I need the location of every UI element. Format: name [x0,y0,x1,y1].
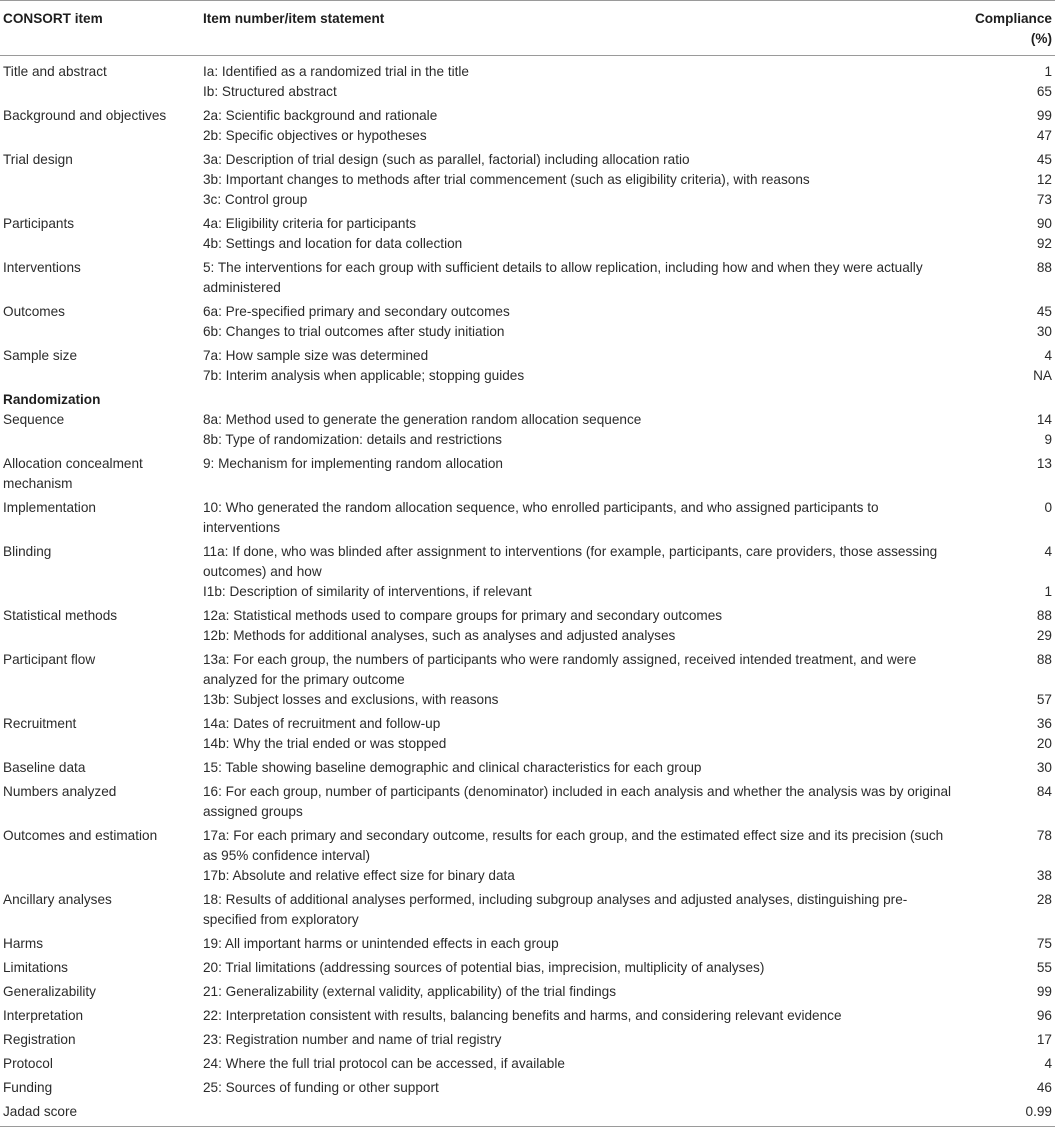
table-row [0,346,1055,390]
compliance-cell [955,650,1055,714]
consort-item-cell: Outcomes and estimation [3,828,158,843]
compliance-value: 65 [1036,84,1052,99]
item-statement: 16: For each group, number of participants (denominator) included in each analysis and whether the analysis was by original assigned groups [203,784,952,819]
item-statement: 8b: Type of randomization: details and restrictions [203,432,502,447]
item-statement: 6b: Changes to trial outcomes after study initiation [203,324,505,339]
consort-item-cell: Numbers analyzed [3,784,117,799]
compliance-value: 84 [1036,784,1052,799]
compliance-value: 92 [1036,236,1052,251]
table-row [0,782,1055,826]
consort-item-cell: Recruitment [3,716,77,731]
table-row [0,1030,1055,1054]
consort-item-cell: Trial design [3,152,73,167]
item-statement-cell [203,606,955,650]
compliance-value: 99 [1036,108,1052,123]
consort-item-cell: Participants [3,216,75,231]
compliance-value: 29 [1036,628,1052,643]
item-statement-cell [203,826,955,890]
compliance-value: 57 [1036,692,1052,707]
consort-item-cell: Statistical methods [3,608,118,623]
item-statement: 3a: Description of trial design (such as parallel, factorial) including allocation ratio [203,152,690,167]
table-row [0,454,1055,498]
compliance-value: 88 [1036,652,1052,667]
item-statement-cell [203,982,955,1006]
table-row [0,1006,1055,1030]
compliance-value: 99 [1036,984,1052,999]
table-row [0,214,1055,258]
compliance-value: 46 [1036,1080,1052,1095]
item-statement: 3b: Important changes to methods after trial commencement (such as eligibility criteria), with reasons [203,172,810,187]
consort-item-cell: Interventions [3,260,81,275]
compliance-cell [955,1078,1055,1102]
item-statement: 15: Table showing baseline demographic and clinical characteristics for each group [203,760,702,775]
consort-item-cell: Registration [3,1032,76,1047]
compliance-cell [955,214,1055,258]
item-statement: 12b: Methods for additional analyses, such as analyses and adjusted analyses [203,628,676,643]
compliance-value: 88 [1036,608,1052,623]
table-row [0,650,1055,714]
table-row [0,958,1055,982]
table-row [0,982,1055,1006]
table-row [0,1054,1055,1078]
consort-item-cell: Harms [3,936,44,951]
compliance-value: 4 [1044,1056,1052,1071]
compliance-cell [955,302,1055,346]
compliance-cell [955,934,1055,958]
table-row [0,606,1055,650]
item-statement: 4b: Settings and location for data collection [203,236,463,251]
compliance-value: 4 [1044,348,1052,363]
table-body [0,56,1055,1127]
compliance-value: 9 [1044,432,1052,447]
item-statement: 12a: Statistical methods used to compare groups for primary and secondary outcomes [203,608,723,623]
item-statement-cell [203,56,955,107]
consort-item-cell: Title and abstract [3,64,107,79]
compliance-cell [955,782,1055,826]
item-statement-cell [203,650,955,714]
table-row [0,1078,1055,1102]
table-row [0,758,1055,782]
item-statement: 14b: Why the trial ended or was stopped [203,736,447,751]
compliance-value: 4 [1044,544,1052,559]
compliance-cell [955,1054,1055,1078]
item-statement: 18: Results of additional analyses performed, including subgroup analyses and adjusted analyses, distinguishing pre-specified from exploratory [203,892,908,927]
item-statement: 13a: For each group, the numbers of participants who were randomly assigned, received intended treatment, and were analyzed for the primary outcome [203,652,917,687]
table-row [0,410,1055,454]
table-row [0,150,1055,214]
consort-item-cell: Allocation concealment mechanism [3,456,143,491]
item-statement-cell [203,150,955,214]
compliance-value: 75 [1036,936,1052,951]
compliance-cell [955,454,1055,498]
table-row [0,1102,1055,1127]
item-statement: 20: Trial limitations (addressing sources of potential bias, imprecision, multiplicity of analyses) [203,960,765,975]
table-row [0,498,1055,542]
table-row [0,714,1055,758]
compliance-cell [955,390,1055,410]
compliance-value: 45 [1036,152,1052,167]
compliance-cell [955,1006,1055,1030]
table-row [0,890,1055,934]
compliance-cell [955,56,1055,107]
item-statement: 7a: How sample size was determined [203,348,429,363]
header-row [0,1,1055,56]
consort-item-cell: Generalizability [3,984,96,999]
item-statement-cell [203,890,955,934]
item-statement-cell [203,1030,955,1054]
item-statement-cell [203,390,955,410]
item-statement-cell [203,934,955,958]
table-row [0,258,1055,302]
compliance-value: 36 [1036,716,1052,731]
compliance-value: 90 [1036,216,1052,231]
consort-item-cell: Blinding [3,544,52,559]
consort-item-cell: Interpretation [3,1008,84,1023]
compliance-value: 0.99 [1025,1104,1052,1119]
section-title: Randomization [3,392,101,407]
compliance-value: 38 [1036,868,1052,883]
item-statement-cell [203,410,955,454]
compliance-value: 0 [1044,500,1052,515]
item-statement: 17a: For each primary and secondary outcome, results for each group, and the estimated effect size and its precision (such as 95% confidence interval) [203,828,944,863]
compliance-value: 78 [1036,828,1052,843]
item-statement-cell [203,1102,955,1127]
compliance-value: 73 [1036,192,1052,207]
item-statement: Ia: Identified as a randomized trial in the title [203,64,469,79]
item-statement-cell [203,714,955,758]
item-statement: 9: Mechanism for implementing random allocation [203,456,503,471]
consort-item-cell: Implementation [3,500,96,515]
item-statement-cell [203,498,955,542]
item-statement-cell [203,958,955,982]
item-statement-cell [203,1078,955,1102]
section-row [0,390,1055,410]
item-statement-cell [203,302,955,346]
compliance-value: 45 [1036,304,1052,319]
consort-item-cell: Outcomes [3,304,65,319]
header-consort-item: CONSORT item [3,11,103,26]
compliance-value: 14 [1036,412,1052,427]
item-statement-cell [203,214,955,258]
compliance-value: 88 [1036,260,1052,275]
item-statement: 25: Sources of funding or other support [203,1080,439,1095]
compliance-cell [955,826,1055,890]
item-statement-cell [203,346,955,390]
item-statement-cell [203,106,955,150]
item-statement: 10: Who generated the random allocation sequence, who enrolled participants, and who assigned participants to interventions [203,500,879,535]
item-statement: 14a: Dates of recruitment and follow-up [203,716,441,731]
compliance-value: 96 [1036,1008,1052,1023]
compliance-cell [955,890,1055,934]
consort-item-cell: Participant flow [3,652,96,667]
table-row [0,934,1055,958]
consort-item-cell: Ancillary analyses [3,892,112,907]
item-statement: 7b: Interim analysis when applicable; stopping guides [203,368,525,383]
consort-item-cell: Funding [3,1080,53,1095]
item-statement: 22: Interpretation consistent with results, balancing benefits and harms, and considering relevant evidence [203,1008,842,1023]
compliance-cell [955,106,1055,150]
item-statement: 5: The interventions for each group with sufficient details to allow replication, including how and when they were actually administered [203,260,923,295]
item-statement-cell [203,1054,955,1078]
consort-item-cell: Background and objectives [3,108,167,123]
item-statement: 13b: Subject losses and exclusions, with reasons [203,692,499,707]
compliance-value: 28 [1036,892,1052,907]
item-statement: 11a: If done, who was blinded after assignment to interventions (for example, participants, care providers, those assessing outcomes) and how [203,544,938,579]
compliance-value: 20 [1036,736,1052,751]
item-statement: 19: All important harms or unintended effects in each group [203,936,559,951]
compliance-cell [955,542,1055,606]
compliance-value: 30 [1036,760,1052,775]
consort-item-cell: Sequence [3,412,65,427]
compliance-cell [955,758,1055,782]
compliance-value: 47 [1036,128,1052,143]
compliance-value: NA [1033,368,1052,383]
table-row [0,542,1055,606]
consort-item-cell: Baseline data [3,760,86,775]
compliance-cell [955,258,1055,302]
compliance-cell [955,346,1055,390]
consort-item-cell: Sample size [3,348,78,363]
compliance-cell [955,1102,1055,1127]
item-statement: 24: Where the full trial protocol can be accessed, if available [203,1056,565,1071]
compliance-cell [955,410,1055,454]
item-statement: 3c: Control group [203,192,308,207]
item-statement-cell [203,782,955,826]
compliance-value: 1 [1044,64,1052,79]
compliance-value: 55 [1036,960,1052,975]
header-item-statement: Item number/item statement [203,11,385,26]
compliance-cell [955,150,1055,214]
compliance-value: 1 [1044,584,1052,599]
table-row [0,56,1055,107]
header-compliance: Compliance (%) [974,11,1052,46]
consort-item-cell: Jadad score [3,1104,78,1119]
item-statement: 6a: Pre-specified primary and secondary outcomes [203,304,510,319]
compliance-cell [955,714,1055,758]
compliance-cell [955,958,1055,982]
table-row [0,302,1055,346]
item-statement: 4a: Eligibility criteria for participants [203,216,417,231]
compliance-cell [955,1030,1055,1054]
compliance-value: 12 [1036,172,1052,187]
item-statement-cell [203,258,955,302]
compliance-value: 30 [1036,324,1052,339]
compliance-cell [955,982,1055,1006]
item-statement: Ib: Structured abstract [203,84,337,99]
item-statement-cell [203,454,955,498]
item-statement: 8a: Method used to generate the generation random allocation sequence [203,412,642,427]
item-statement-cell [203,758,955,782]
item-statement-cell [203,1006,955,1030]
compliance-cell [955,606,1055,650]
compliance-cell [955,498,1055,542]
item-statement: I1b: Description of similarity of interventions, if relevant [203,584,532,599]
table-row [0,106,1055,150]
item-statement: 23: Registration number and name of trial registry [203,1032,502,1047]
item-statement: 17b: Absolute and relative effect size for binary data [203,868,515,883]
item-statement: 2a: Scientific background and rationale [203,108,438,123]
item-statement-cell [203,542,955,606]
table-row [0,826,1055,890]
table-header [0,1,1055,56]
item-statement: 2b: Specific objectives or hypotheses [203,128,427,143]
compliance-value: 17 [1036,1032,1052,1047]
consort-item-cell: Protocol [3,1056,53,1071]
item-statement: 21: Generalizability (external validity, applicability) of the trial findings [203,984,617,999]
compliance-value: 13 [1036,456,1052,471]
consort-item-cell: Limitations [3,960,68,975]
